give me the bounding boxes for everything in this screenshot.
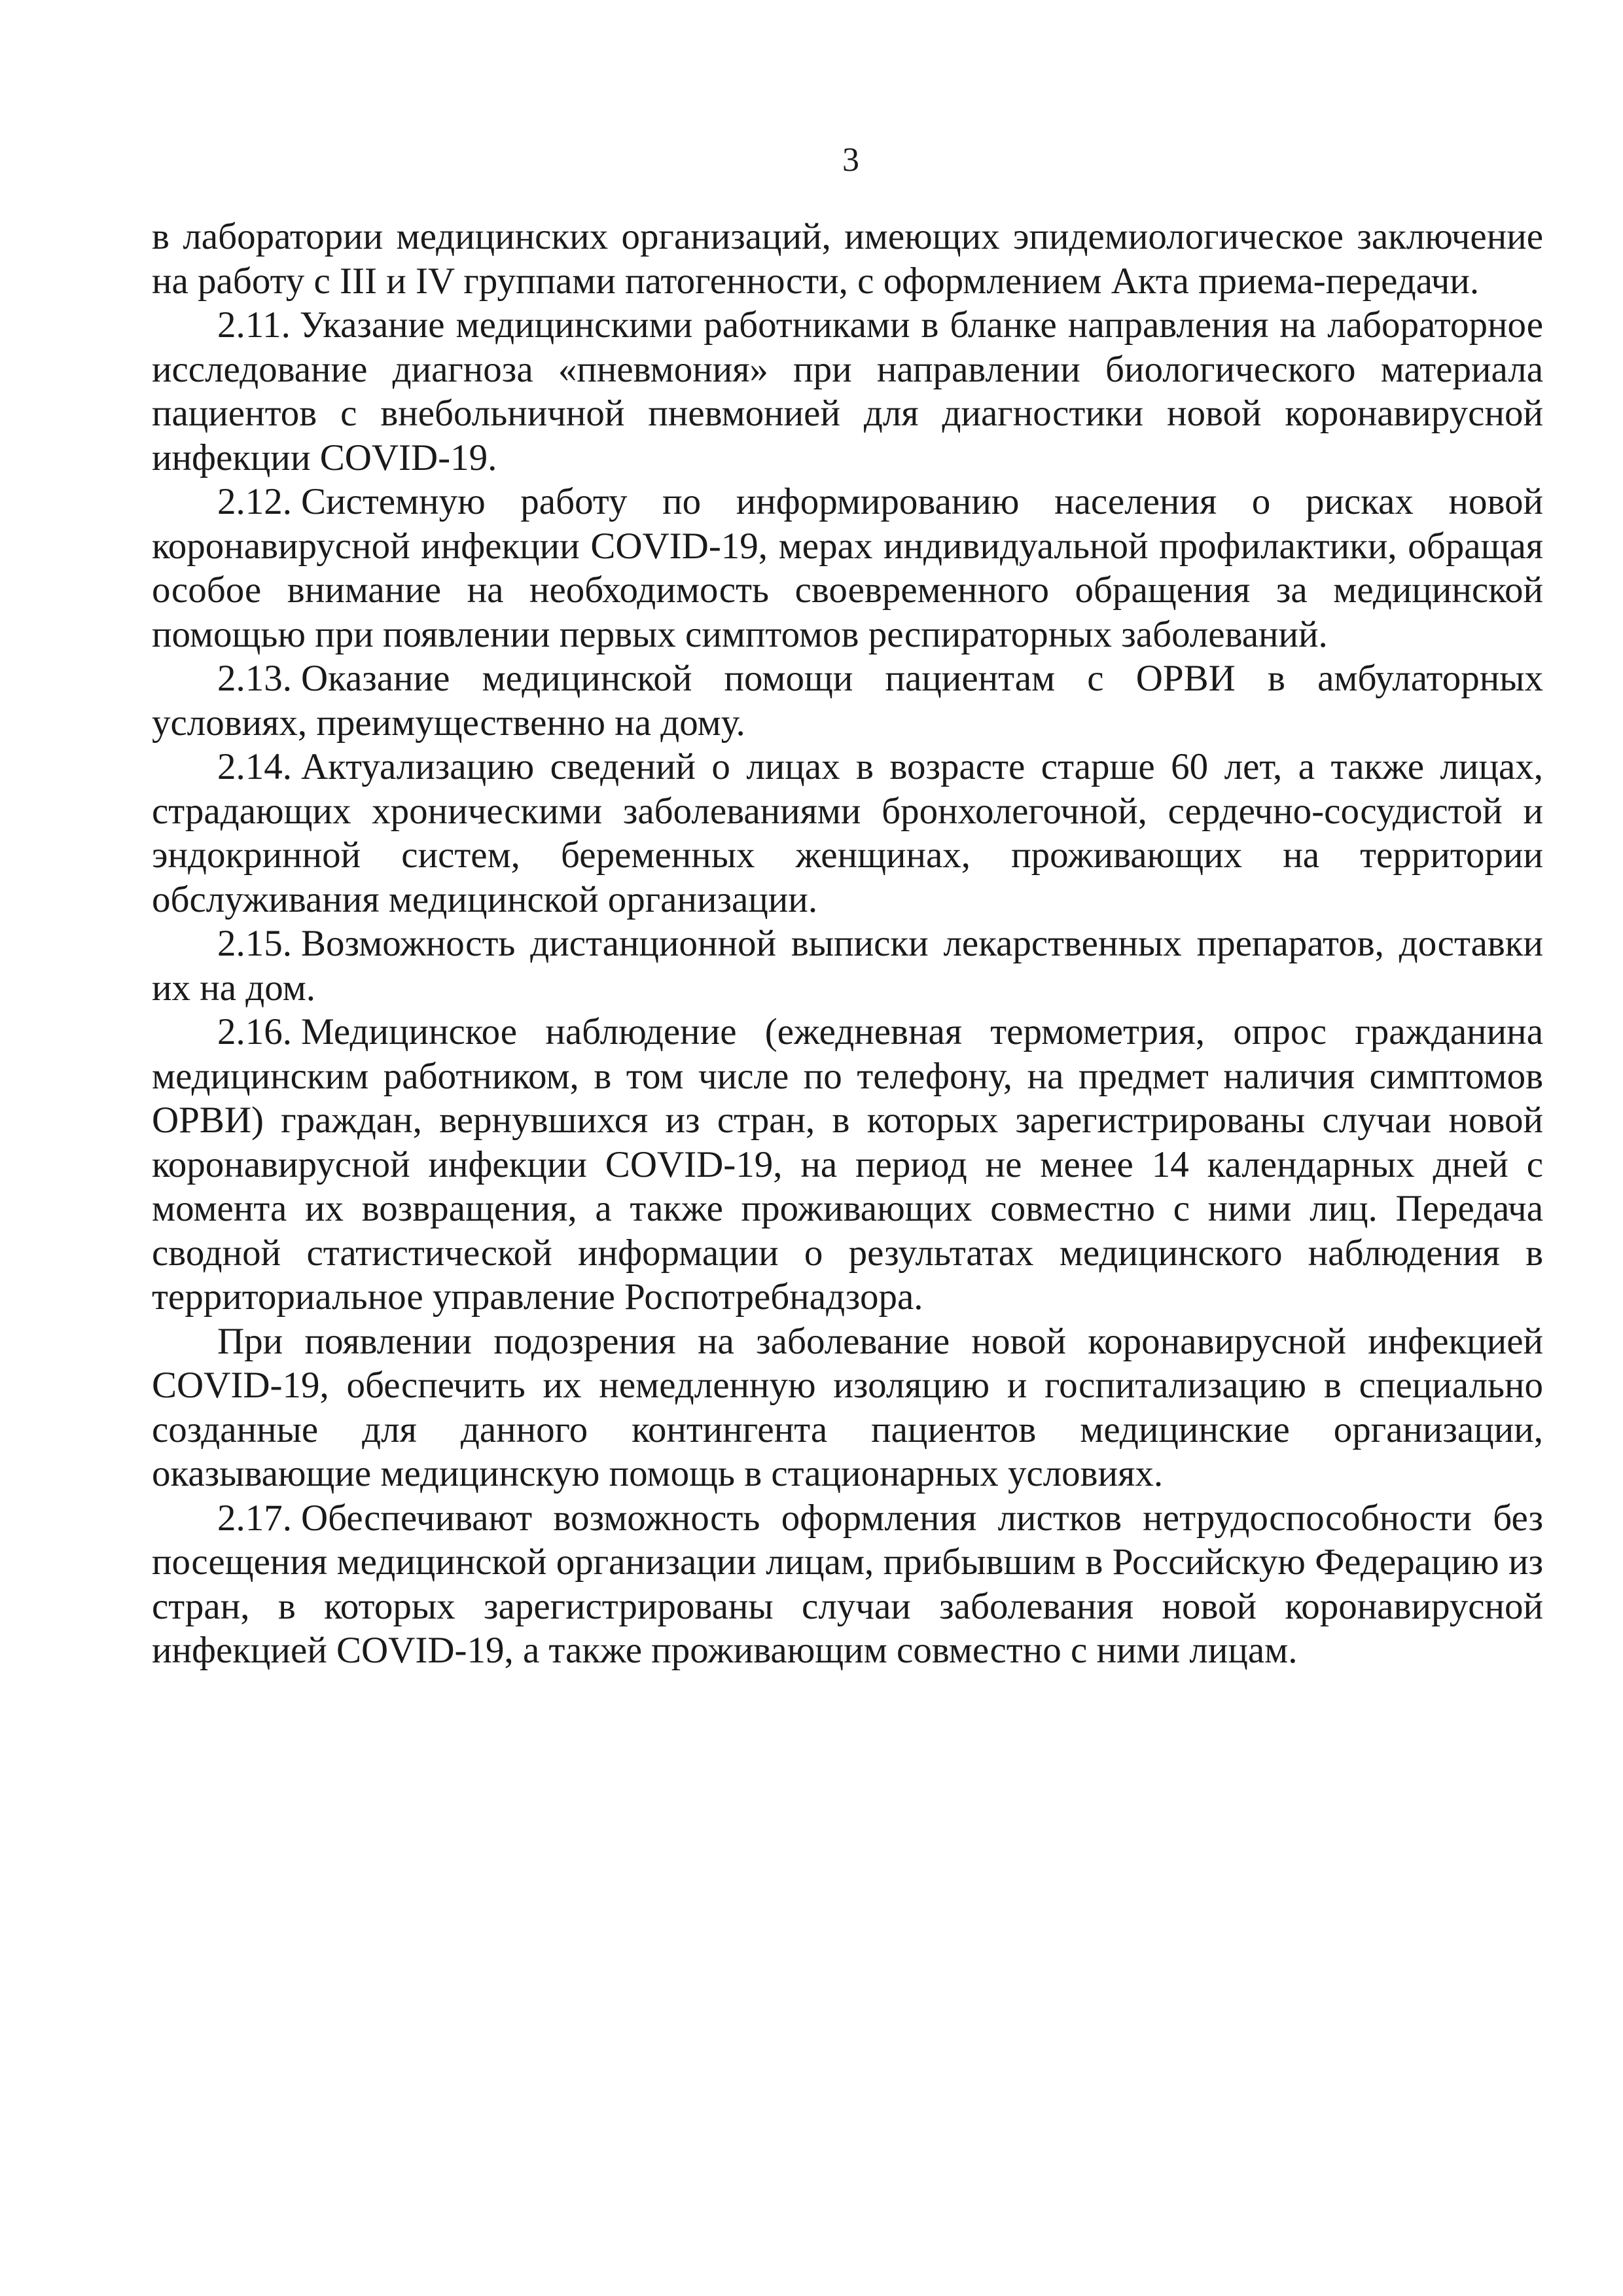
paragraph-text: в лаборатории медицинских организаций, имеющих эпидемиологическое заключение на работу с III и IV группами патогенности, с оформлением Акта приема-передачи.	[152, 216, 1543, 302]
document-body	[152, 215, 1543, 1673]
paragraph-2-15	[152, 922, 1543, 1010]
page-number: 3	[842, 141, 859, 179]
paragraph-2-11	[152, 303, 1543, 480]
paragraph-2-16	[152, 1010, 1543, 1319]
paragraph-number: 2.15.	[217, 923, 292, 964]
paragraph-number: 2.17.	[217, 1497, 292, 1539]
paragraph-isolation	[152, 1319, 1543, 1496]
paragraph-text: Системную работу по информированию населения о рисках новой коронавирусной инфекции COVID-19, мерах индивидуальной профилактики, обращая особое внимание на необходимость своевременного обращения за медицинской помощью при появлении первых симптомов респираторных заболеваний.	[152, 481, 1543, 655]
paragraph-number: 2.13.	[217, 658, 292, 699]
paragraph-continuation	[152, 215, 1543, 303]
paragraph-text: Медицинское наблюдение (ежедневная термометрия, опрос гражданина медицинским работником, в том числе по телефону, на предмет наличия симптомов ОРВИ) граждан, вернувшихся из стран, в которых зарегистрированы случаи новой коронавирусной инфекции COVID-19, на период не менее 14 календарных дней с момента их возвращения, а также проживающих совместно с ними лиц. Передача сводной статистической информации о результатах медицинского наблюдения в территориальное управление Роспотребнадзора.	[152, 1011, 1543, 1318]
paragraph-text: При появлении подозрения на заболевание новой коронавирусной инфекцией COVID-19, обеспечить их немедленную изоляцию и госпитализацию в специально созданные для данного контингента пациентов медицинские организации, оказывающие медицинскую помощь в стационарных условиях.	[152, 1320, 1543, 1494]
paragraph-number: 2.14.	[217, 746, 292, 787]
paragraph-text: Обеспечивают возможность оформления листков нетрудоспособности без посещения медицинской организации лицам, прибывшим в Российскую Федерацию из стран, в которых зарегистрированы случаи заболевания новой коронавирусной инфекцией COVID-19, а также проживающим совместно с ними лицам.	[152, 1497, 1543, 1671]
paragraph-text: Актуализацию сведений о лицах в возрасте старше 60 лет, а также лицах, страдающих хроническими заболеваниями бронхолегочной, сердечно-сосудистой и эндокринной систем, беременных женщинах, проживающих на территории обслуживания медицинской организации.	[152, 746, 1543, 920]
paragraph-text: Оказание медицинской помощи пациентам с ОРВИ в амбулаторных условиях, преимущественно на дому.	[152, 658, 1543, 744]
paragraph-2-14	[152, 745, 1543, 922]
paragraph-text: Указание медицинскими работниками в бланке направления на лабораторное исследование диагноза «пневмония» при направлении биологического материала пациентов с внебольничной пневмонией для диагностики новой коронавирусной инфекции COVID-19.	[152, 304, 1543, 478]
paragraph-2-13	[152, 656, 1543, 745]
paragraph-number: 2.11.	[217, 304, 291, 346]
paragraph-2-17	[152, 1496, 1543, 1673]
paragraph-2-12	[152, 480, 1543, 656]
paragraph-number: 2.12.	[217, 481, 292, 522]
paragraph-text: Возможность дистанционной выписки лекарственных препаратов, доставки их на дом.	[152, 923, 1543, 1009]
paragraph-number: 2.16.	[217, 1011, 292, 1052]
